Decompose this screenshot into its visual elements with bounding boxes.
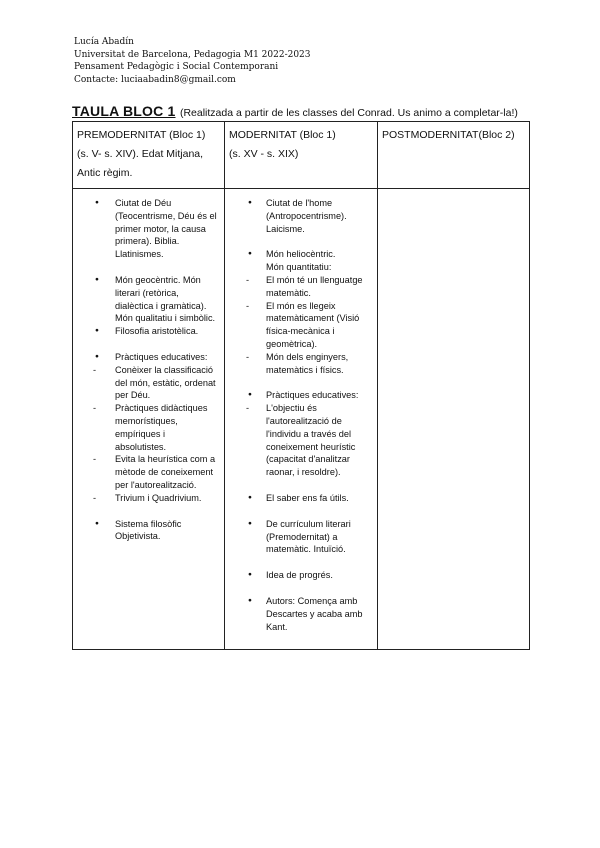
header-modernitat-line-1: MODERNITAT (Bloc 1) [229, 129, 336, 141]
document-header [74, 36, 311, 86]
table-title [72, 103, 518, 121]
sub-list-item: - Evita la heurística com a mètode de coneixement per l'autorealització. [73, 453, 218, 491]
sub-list-item: - L'objectiu és l'autorealització de l'individu a través del coneixement heurístic (capacitat d'analitzar raonar, i resoldre). [225, 402, 371, 479]
author-name: Lucía Abadín [74, 37, 134, 47]
body-cell-modernitat [225, 189, 378, 650]
sub-list-item: - El món es llegeix matemàticament (Visió física-mecànica i geomètrica). [225, 300, 371, 351]
sub-list-item: - Pràctiques didàctiques memorístiques, empíriques i absolutistes. [73, 402, 218, 453]
table-header-row [73, 122, 530, 189]
title-main: TAULA BLOC 1 [72, 103, 176, 119]
table-body-row [73, 189, 530, 650]
list-item: ● Món heliocèntric. [225, 248, 371, 261]
header-premodernitat-line-2: (s. V- s. XIV). Edat Mitjana, [77, 148, 204, 160]
header-cell-premodernitat [73, 122, 225, 189]
list-item: ● Pràctiques educatives: [225, 389, 371, 402]
modernitat-list [225, 189, 377, 633]
premodernitat-list [73, 189, 224, 543]
list-item: ● El saber ens fa útils. [225, 492, 371, 505]
list-item: ● Sistema filosòfic Objetivista. [73, 518, 218, 544]
list-item: ● Ciutat de l'home (Antropocentrisme). Laicisme. [225, 197, 371, 235]
header-premodernitat-line-1: PREMODERNITAT (Bloc 1) [77, 129, 206, 141]
list-item: ● Filosofia aristotèlica. [73, 325, 218, 338]
list-item: Món quantitatiu: [266, 262, 332, 273]
sub-list-item: - Conèixer la classificació del món, estàtic, ordenat per Déu. [73, 364, 218, 402]
comparison-table [72, 121, 530, 650]
sub-list-item: - Món dels enginyers, matemàtics i físics. [225, 351, 371, 377]
list-item: ● Món geocèntric. Món literari (retòrica, dialèctica i gramàtica). Món qualitatiu i simbòlic. [73, 274, 218, 325]
course-line: Pensament Pedagògic i Social Contemporani [74, 62, 279, 72]
body-cell-premodernitat [73, 189, 225, 650]
list-item: ● De currículum literari (Premodernitat) a matemàtic. Intuïció. [225, 518, 371, 556]
header-postmodernitat-line-1: POSTMODERNITAT(Bloc 2) [382, 129, 515, 141]
body-cell-postmodernitat [378, 189, 530, 650]
university-line: Universitat de Barcelona, Pedagogia M1 2022-2023 [74, 49, 311, 60]
title-subtitle: (Realitzada a partir de les classes del Conrad. Us animo a completar-la!) [179, 107, 518, 119]
sub-list-item: - Trivium i Quadrivium. [73, 492, 218, 505]
list-item: ● Ciutat de Déu (Teocentrisme, Déu és el primer motor, la causa primera). Biblia. Llatinismes. [73, 197, 218, 261]
list-item: ● Pràctiques educatives: [73, 351, 218, 364]
sub-list-item: - El món té un llenguatge matemàtic. [225, 274, 371, 300]
list-item: ● Autors: Comença amb Descartes y acaba amb Kant. [225, 595, 371, 633]
contact-line: Contacte: luciaabadin8@gmail.com [74, 74, 236, 85]
list-item: ● Idea de progrés. [225, 569, 371, 582]
header-modernitat-line-2: (s. XV - s. XIX) [229, 148, 299, 160]
header-cell-modernitat [225, 122, 378, 189]
header-premodernitat-line-3: Antic règim. [77, 167, 133, 179]
header-cell-postmodernitat [378, 122, 530, 189]
